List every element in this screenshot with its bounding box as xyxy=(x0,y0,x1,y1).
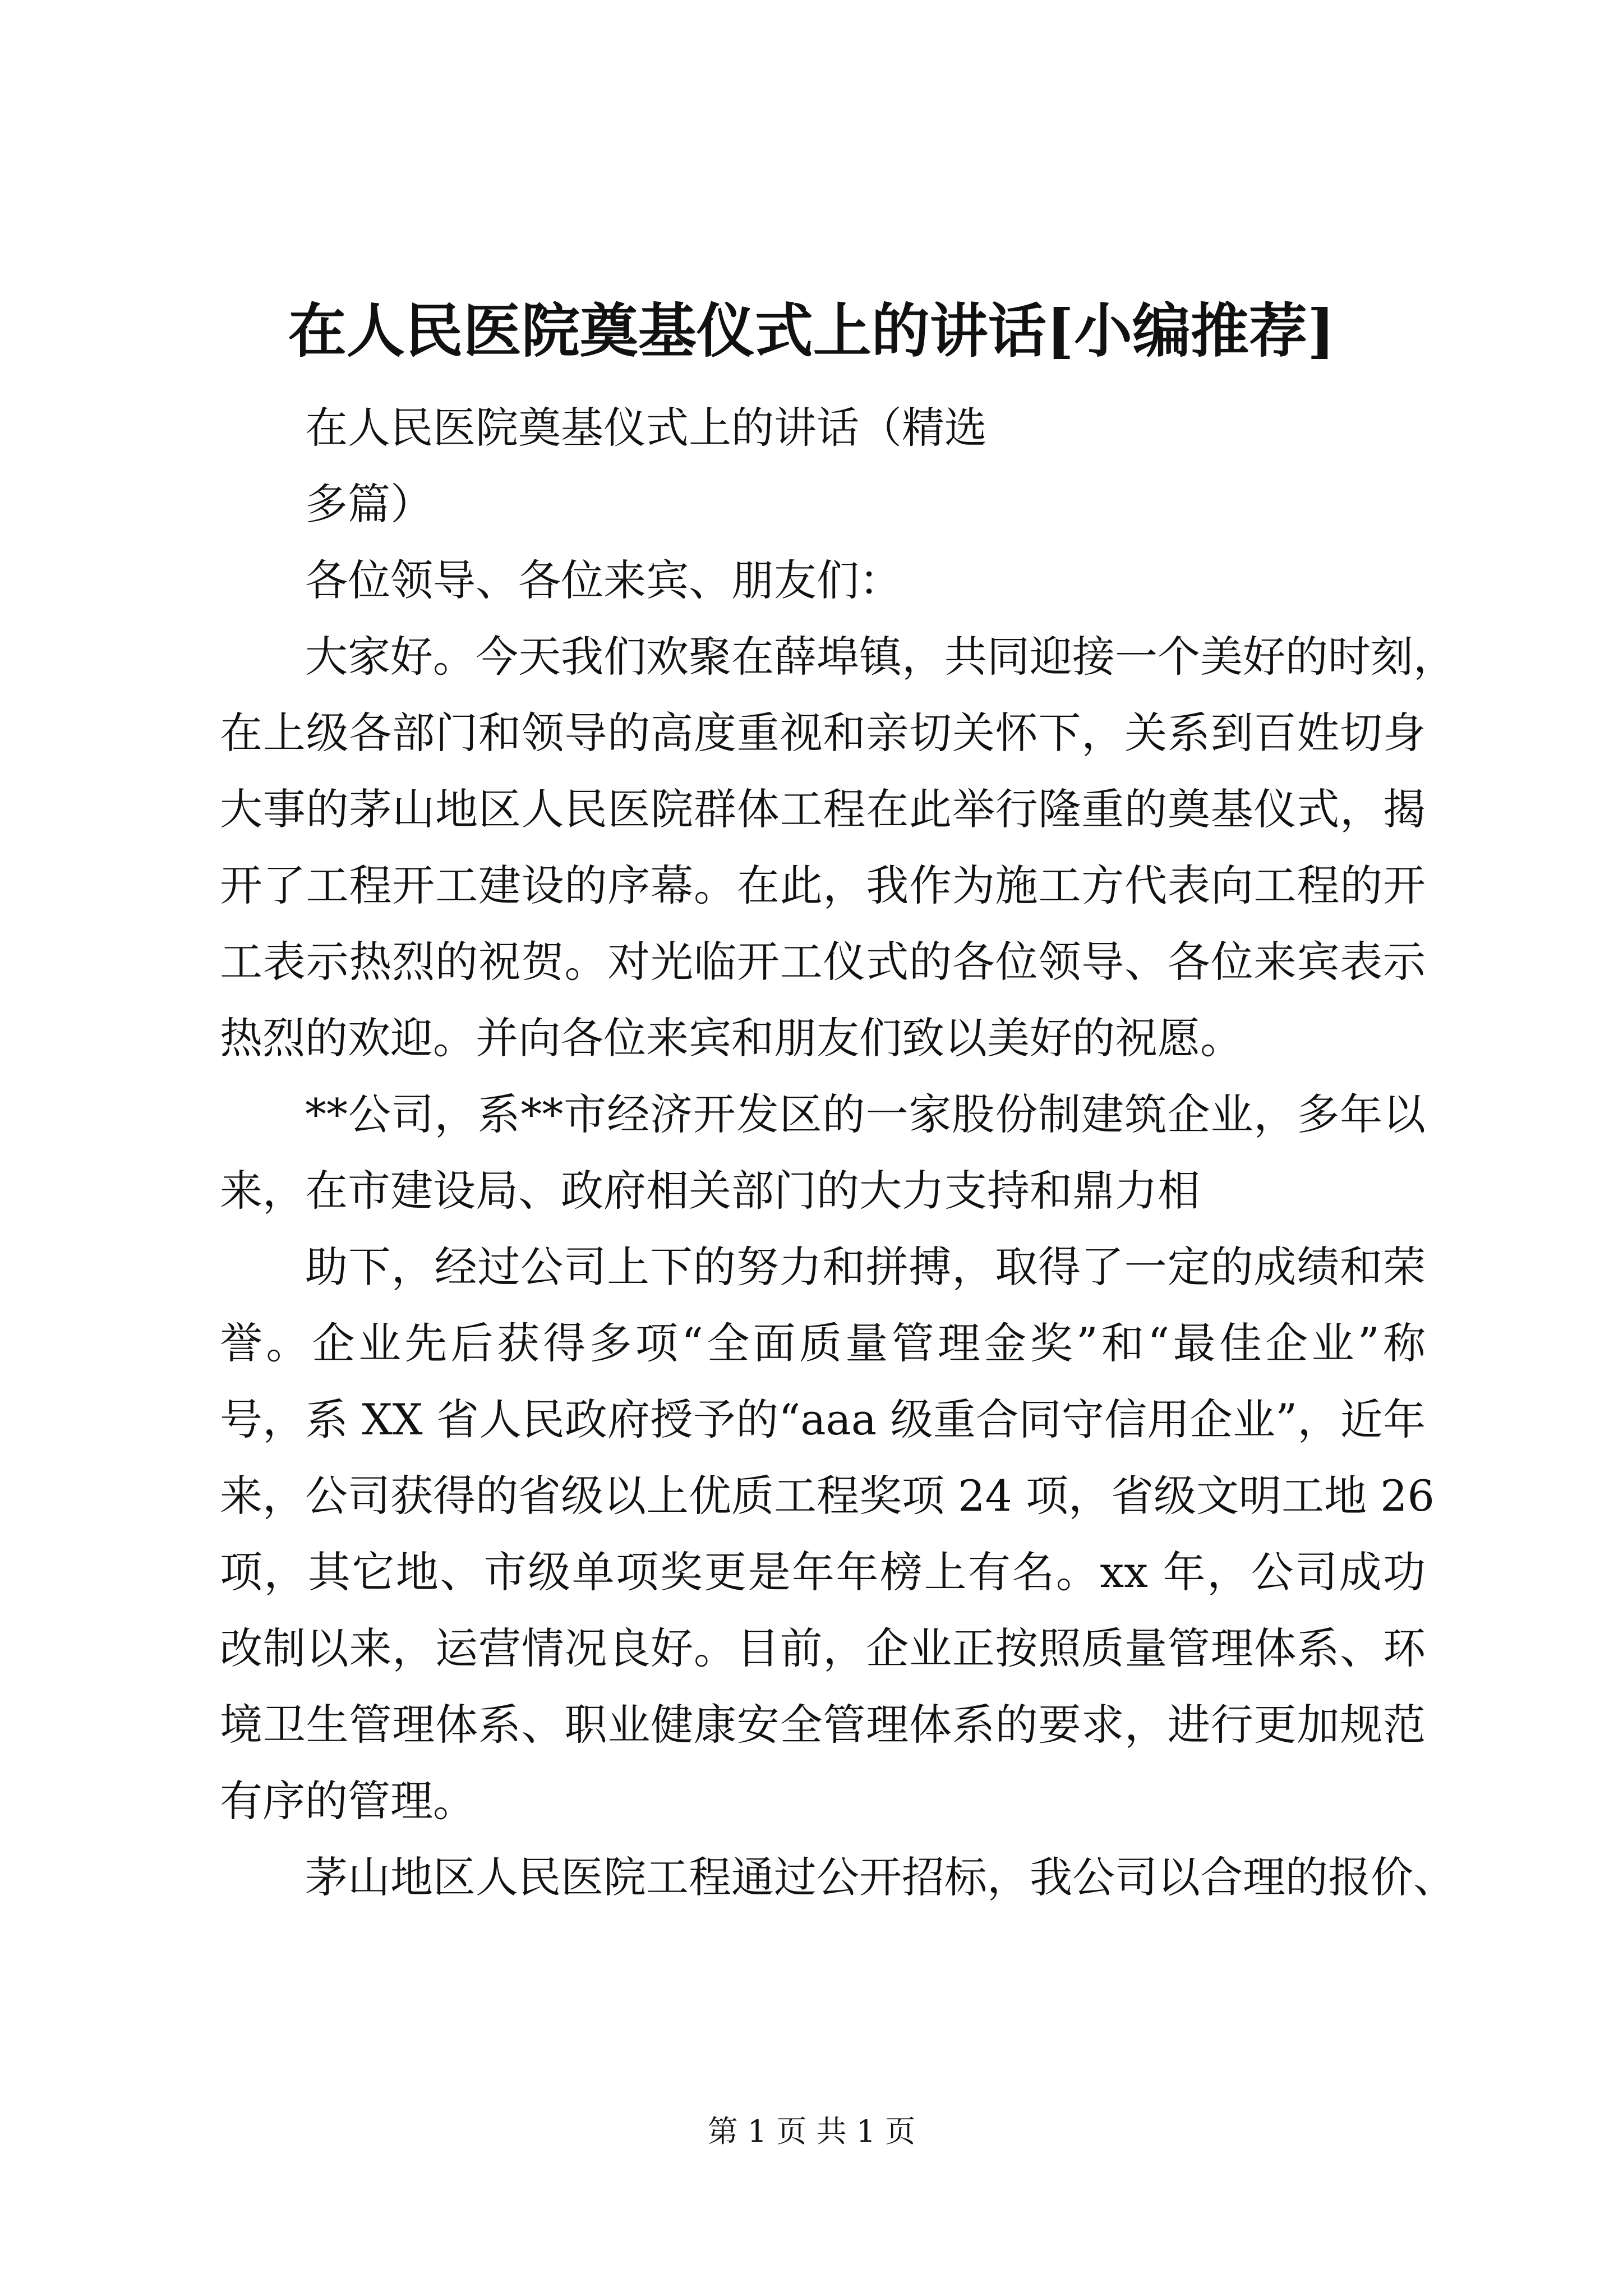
text-line: 大事的茅山地区人民医院群体工程在此举行隆重的奠基仪式，揭 xyxy=(220,784,1426,834)
text-line: 来，在市建设局、政府相关部门的大力支持和鼎力相 xyxy=(220,1166,1200,1216)
document-title: 在人民医院奠基仪式上的讲话[小编推荐] xyxy=(288,296,1335,365)
text-line: 助下，经过公司上下的努力和拼搏，取得了一定的成绩和荣 xyxy=(305,1242,1426,1292)
text-line: 在上级各部门和领导的高度重视和亲切关怀下，关系到百姓切身 xyxy=(220,708,1426,758)
text-line: 来，公司获得的省级以上优质工程奖项 24 项，省级文明工地 26 xyxy=(220,1471,1435,1521)
text-line: 各位领导、各位来宾、朋友们： xyxy=(305,555,902,605)
text-line: 在人民医院奠基仪式上的讲话（精选 xyxy=(305,403,987,453)
text-line: 项，其它地、市级单项奖更是年年榜上有名。xx 年，公司成功 xyxy=(220,1547,1426,1597)
text-line: 大家好。今天我们欢聚在薛埠镇，共同迎接一个美好的时刻， xyxy=(305,632,1456,682)
text-line: 誉。企业先后获得多项“全面质量管理金奖”和“最佳企业”称 xyxy=(220,1318,1426,1368)
text-line: 境卫生管理体系、职业健康安全管理体系的要求，进行更加规范 xyxy=(220,1700,1426,1750)
document-body xyxy=(220,390,1456,1916)
text-line: 开了工程开工建设的序幕。在此，我作为施工方代表向工程的开 xyxy=(220,861,1426,910)
text-line: 号，系 XX 省人民政府授予的“aaa 级重合同守信用企业”，近年 xyxy=(220,1395,1426,1444)
text-line: 有序的管理。 xyxy=(220,1776,476,1826)
text-line: 热烈的欢迎。并向各位来宾和朋友们致以美好的祝愿。 xyxy=(220,1013,1243,1063)
text-line: 工表示热烈的祝贺。对光临开工仪式的各位领导、各位来宾表示 xyxy=(220,937,1426,987)
text-line: **公司，系**市经济开发区的一家股份制建筑企业，多年以 xyxy=(305,1089,1426,1139)
text-line: 改制以来，运营情况良好。目前，企业正按照质量管理体系、环 xyxy=(220,1623,1426,1673)
text-line: 茅山地区人民医院工程通过公开招标，我公司以合理的报价、 xyxy=(305,1852,1456,1902)
text-line: 多篇） xyxy=(305,479,433,529)
page-footer: 第 1 页 共 1 页 xyxy=(707,2114,916,2149)
